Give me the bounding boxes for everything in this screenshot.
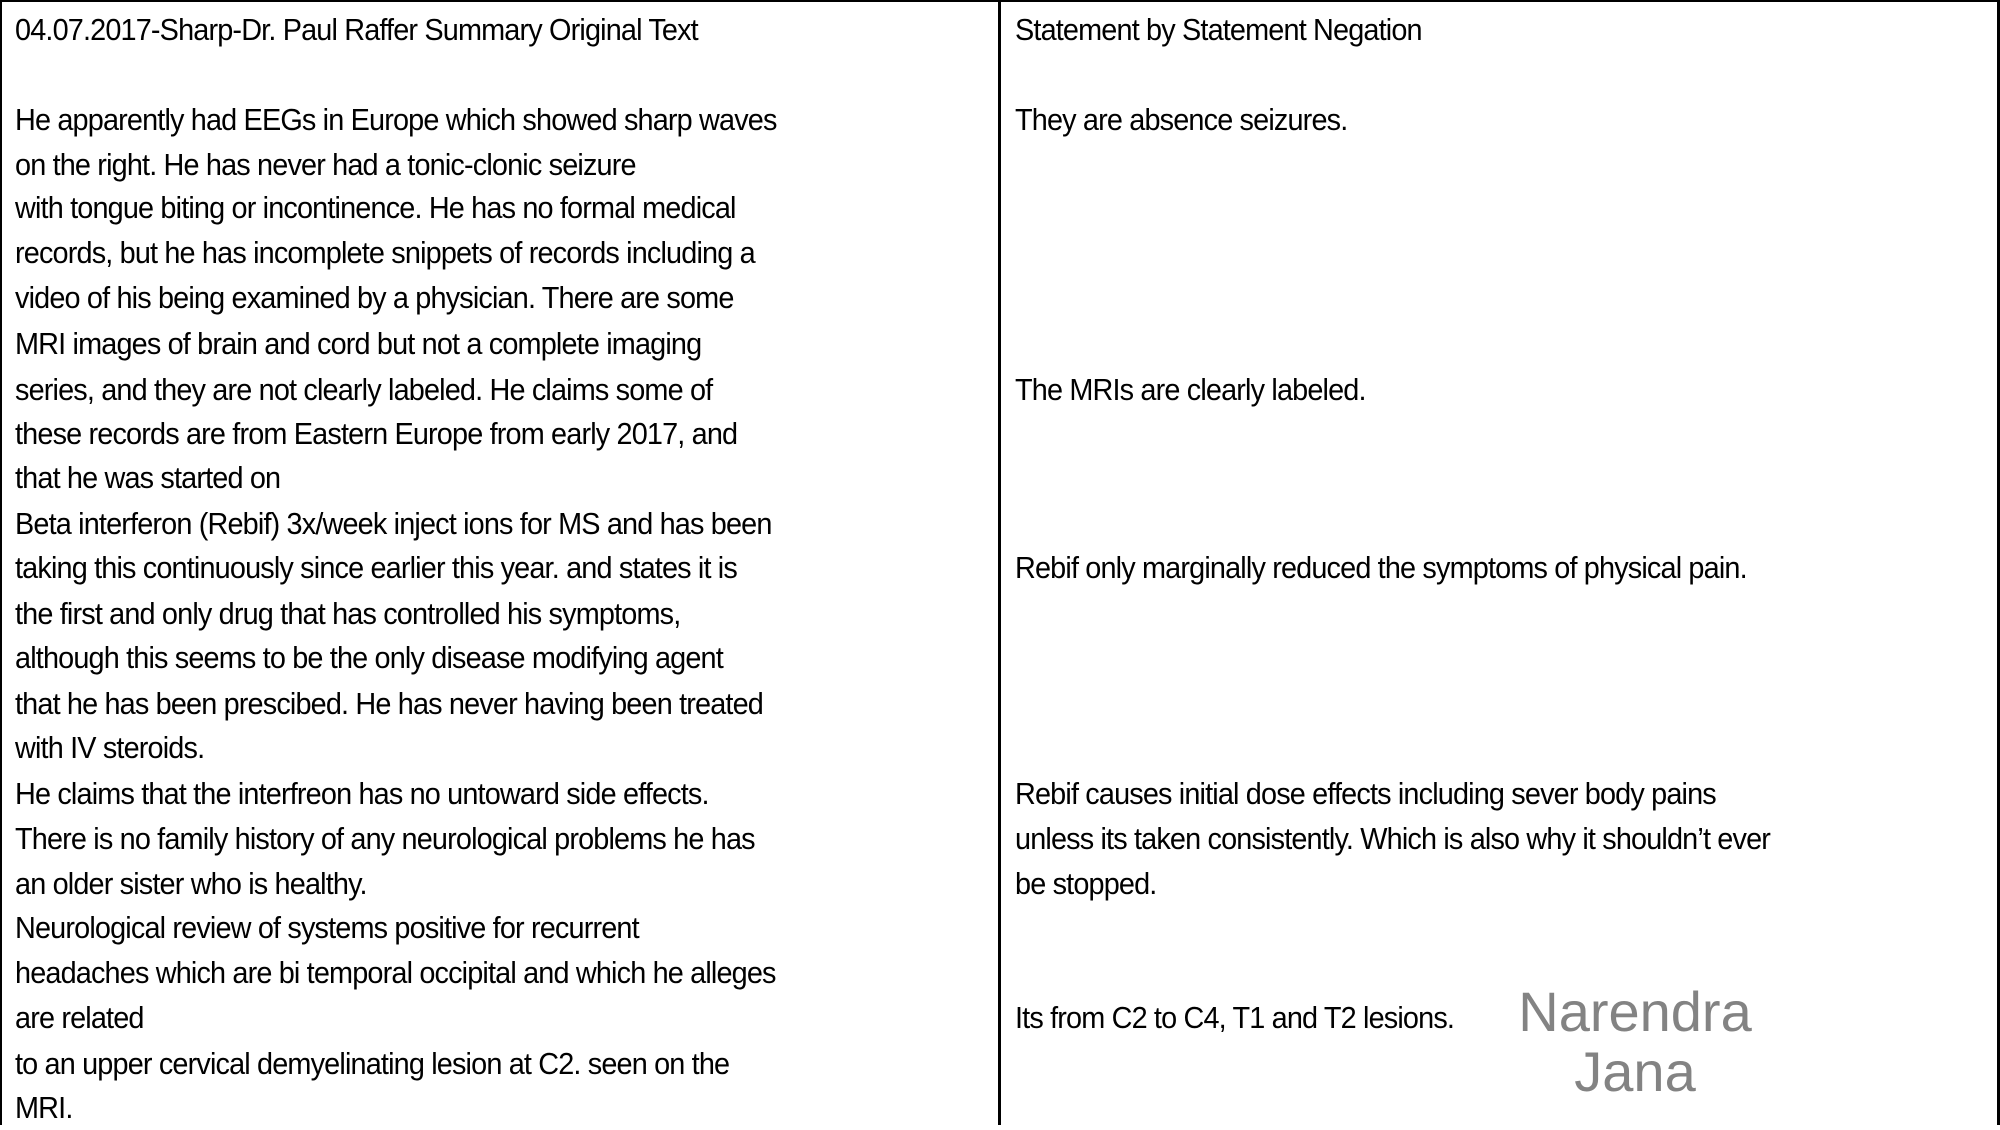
text-line: are related xyxy=(15,1000,144,1035)
negation-line: The MRIs are clearly labeled. xyxy=(1015,372,1366,407)
text-line: an older sister who is healthy. xyxy=(15,866,367,901)
negation-line: unless its taken consistently. Which is also why it shouldn’t ever xyxy=(1015,821,1771,856)
text-line: that he has been prescibed. He has never having been treated xyxy=(15,686,763,721)
text-line: records, but he has incomplete snippets of records including a xyxy=(15,235,755,270)
text-line: series, and they are not clearly labeled. He claims some of xyxy=(15,372,713,407)
text-line: the first and only drug that has controlled his symptoms, xyxy=(15,596,681,631)
watermark-first-name: Narendra xyxy=(1518,980,1752,1043)
text-line: although this seems to be the only disease modifying agent xyxy=(15,640,723,675)
text-line: MRI images of brain and cord but not a complete imaging xyxy=(15,326,702,361)
text-line: taking this continuously since earlier this year. and states it is xyxy=(15,550,737,585)
text-line: to an upper cervical demyelinating lesion at C2. seen on the xyxy=(15,1046,730,1081)
text-line: Neurological review of systems positive for recurrent xyxy=(15,910,639,945)
negation-line: Rebif only marginally reduced the symptoms of physical pain. xyxy=(1015,550,1747,585)
negation-line: Rebif causes initial dose effects including sever body pains xyxy=(1015,776,1716,811)
column-header-original: 04.07.2017-Sharp-Dr. Paul Raffer Summary Original Text xyxy=(15,12,698,47)
text-line: He apparently had EEGs in Europe which showed sharp waves xyxy=(15,102,777,137)
negation-line: Its from C2 to C4, T1 and T2 lesions. xyxy=(1015,1000,1455,1035)
text-line: video of his being examined by a physician. There are some xyxy=(15,280,734,315)
text-line: these records are from Eastern Europe from early 2017, and xyxy=(15,416,738,451)
watermark-last-name: Jana xyxy=(1574,1040,1696,1103)
text-line: MRI. xyxy=(15,1090,73,1125)
text-line: Beta interferon (Rebif) 3x/week inject ions for MS and has been xyxy=(15,506,772,541)
negation-line: They are absence seizures. xyxy=(1015,102,1348,137)
text-line: with IV steroids. xyxy=(15,730,205,765)
text-line: He claims that the interfreon has no untoward side effects. xyxy=(15,776,709,811)
text-line: on the right. He has never had a tonic-clonic seizure xyxy=(15,147,636,182)
text-line: There is no family history of any neurological problems he has xyxy=(15,821,755,856)
text-line: headaches which are bi temporal occipital and which he alleges xyxy=(15,955,776,990)
column-divider xyxy=(998,0,1001,1125)
negation-line: be stopped. xyxy=(1015,866,1157,901)
author-watermark xyxy=(1505,982,1765,1102)
text-line: that he was started on xyxy=(15,460,281,495)
text-line: with tongue biting or incontinence. He has no formal medical xyxy=(15,190,736,225)
column-header-negation: Statement by Statement Negation xyxy=(1015,12,1422,47)
